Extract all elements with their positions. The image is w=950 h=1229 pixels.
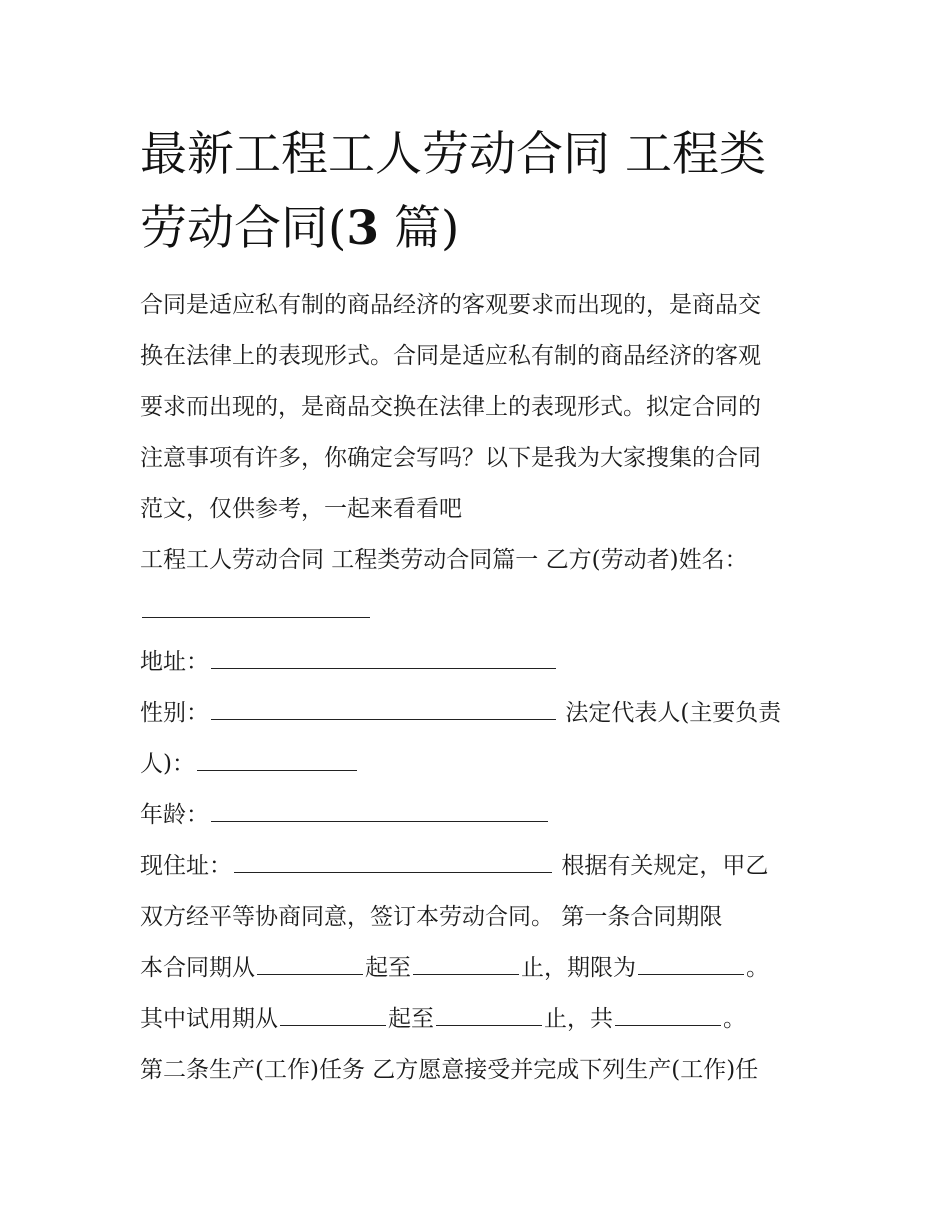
name-blank <box>142 616 370 618</box>
probation-length-blank <box>615 1024 721 1026</box>
probation-start-blank <box>280 1024 386 1026</box>
per-regulations-text: 根据有关规定，甲乙 <box>561 853 769 879</box>
legal-rep-blank <box>197 769 357 771</box>
address-line <box>140 637 820 688</box>
age-line <box>140 790 820 841</box>
legal-rep-label: 法定代表人(主要负责 <box>565 700 782 726</box>
legal-rep-label-cont: 人)： <box>140 751 195 777</box>
age-blank <box>211 820 548 822</box>
current-address-blank <box>234 871 552 873</box>
term-length-blank <box>638 973 744 975</box>
term-end-label: 止，期限为 <box>521 955 636 981</box>
probation-period-mark: 。 <box>723 1006 746 1032</box>
intro-line: 要求而出现的，是商品交换在法律上的表现形式。拟定合同的 <box>140 394 761 420</box>
intro-line: 范文，仅供参考，一起来看看吧 <box>140 496 462 522</box>
title-line-2 <box>140 192 820 266</box>
article-1-title: 第一条合同期限 <box>561 904 723 930</box>
intro-line: 注意事项有许多，你确定会写吗？以下是我为大家搜集的合同 <box>140 445 761 471</box>
probation-to-label: 起至 <box>388 1006 434 1032</box>
probation-end-label: 止，共 <box>544 1006 613 1032</box>
name-field-line <box>140 586 820 637</box>
contract-heading-line: 工程工人劳动合同 工程类劳动合同篇一 乙方(劳动者)姓名： <box>140 547 748 573</box>
legal-rep-line <box>140 739 820 790</box>
term-period-mark: 。 <box>746 955 769 981</box>
gender-label: 性别： <box>140 700 209 726</box>
term-end-blank <box>413 973 519 975</box>
title-line-2-prefix: 劳动合同( <box>140 201 347 256</box>
intro-paragraph <box>140 280 820 535</box>
age-label: 年龄： <box>140 802 209 828</box>
probation-line <box>140 994 820 1045</box>
term-to-label: 起至 <box>365 955 411 981</box>
probation-from-label: 其中试用期从 <box>140 1006 278 1032</box>
intro-line: 合同是适应私有制的商品经济的客观要求而出现的，是商品交 <box>140 292 761 318</box>
article-2-text: 乙方愿意接受并完成下列生产(工作)任 <box>372 1057 759 1083</box>
title-line-2-suffix: 篇) <box>379 201 460 256</box>
agreement-text: 双方经平等协商同意，签订本劳动合同。 <box>140 904 554 930</box>
term-line <box>140 943 820 994</box>
gender-line <box>140 688 820 739</box>
title-line-1: 最新工程工人劳动合同 工程类 <box>140 127 766 182</box>
document-title <box>140 118 820 266</box>
title-count-number: 3 <box>346 201 380 256</box>
contract-body <box>140 535 820 1096</box>
article-2-title: 第二条生产(工作)任务 <box>140 1057 365 1083</box>
current-address-label: 现住址： <box>140 853 232 879</box>
term-from-label: 本合同期从 <box>140 955 255 981</box>
gender-blank <box>211 718 556 720</box>
document-content <box>140 118 820 1096</box>
current-address-line <box>140 841 820 892</box>
article-2-line <box>140 1045 820 1096</box>
address-label: 地址： <box>140 649 209 675</box>
intro-line: 换在法律上的表现形式。合同是适应私有制的商品经济的客观 <box>140 343 761 369</box>
address-blank <box>211 667 556 669</box>
probation-end-blank <box>436 1024 542 1026</box>
term-start-blank <box>257 973 363 975</box>
agreement-line <box>140 892 820 943</box>
